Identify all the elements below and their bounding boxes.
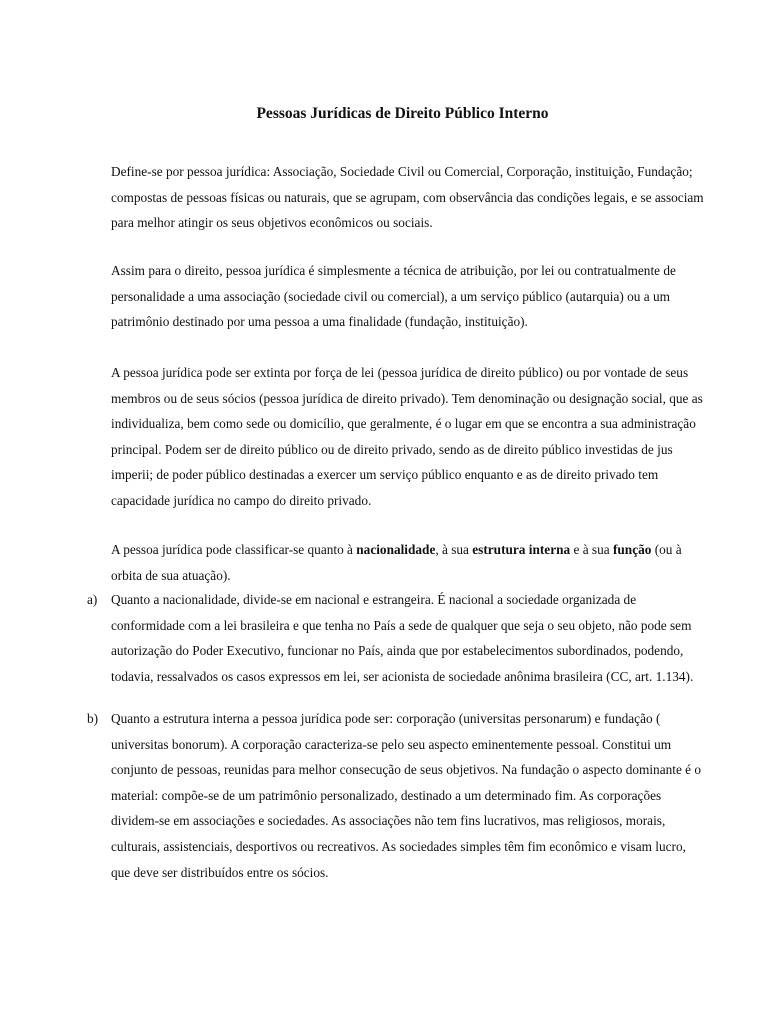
paragraph-classification <box>111 537 706 588</box>
classification-text-1: A pessoa jurídica pode classificar-se quanto à <box>111 542 357 557</box>
paragraph-technique: Assim para o direito, pessoa jurídica é simplesmente a técnica de atribuição, por lei ou contratualmente de personalidade a uma associação (sociedade civil ou comercial), a um serviço público (autarquia) ou a um patrimônio destinado por uma pessoa a uma finalidade (fundação, instituição). <box>111 263 676 330</box>
classification-text-4: (ou à orbita de sua atuação). <box>111 542 682 583</box>
paragraph-definition: Define-se por pessoa jurídica: Associação, Sociedade Civil ou Comercial, Corporação, instituição, Fundação; compostas de pessoas físicas ou naturais, que se agrupam, com observância das condições legais, e se associam para melhor atingir os seus objetivos econômicos ou sociais. <box>111 164 704 231</box>
classification-term-funcao: função <box>612 542 652 557</box>
classification-term-estrutura: estrutura interna <box>472 542 571 557</box>
list-item-estrutura: Quanto a estrutura interna a pessoa jurídica pode ser: corporação (universitas personarum) e fundação ( universitas bonorum). A corporação caracteriza-se pelo seu aspecto eminentemente pessoal. Constitui um conjunto de pessoas, reunidas para melhor consecução de seus objetivos. Na fundação o aspecto dominante é o material: compõe-se de um patrimônio personalizado, destinado a um determinado fim. As corporações dividem-se em associações e sociedades. As associações não tem fins lucrativos, mas religiosos, morais, culturais, assistenciais, desportivos ou recreativos. As sociedades simples têm fim econômico e visam lucro, que deve ser distribuídos entre os sócios. <box>111 711 702 880</box>
classification-text-3: e à sua <box>570 542 613 557</box>
classification-text-2: , à sua <box>435 542 473 557</box>
list-marker-a: a) <box>87 592 98 607</box>
document-title: Pessoas Jurídicas de Direito Público Interno <box>256 105 549 122</box>
list-marker-b: b) <box>87 711 99 726</box>
paragraph-extinction: A pessoa jurídica pode ser extinta por força de lei (pessoa jurídica de direito público) ou por vontade de seus membros ou de seus sócios (pessoa jurídica de direito privado). Tem denominação ou designação social, que as individualiza, bem como sede ou domicílio, que geralmente, é o lugar em que se encontra a sua administração principal. Podem ser de direito público ou de direito privado, sendo as de direito público investidas de jus imperii; de poder público destinadas a exercer um serviço público enquanto e as de direito privado tem capacidade jurídica no campo do direito privado. <box>111 365 703 508</box>
classification-term-nacionalidade: nacionalidade <box>356 542 436 557</box>
list-item-nacionalidade: Quanto a nacionalidade, divide-se em nacional e estrangeira. É nacional a sociedade organizada de conformidade com a lei brasileira e que tenha no País a sede de qualquer que seja o seu objeto, não pode sem autorização do Poder Executivo, funcionar no País, ainda que por estabelecimentos subordinados, podendo, todavia, ressalvados os casos expressos em lei, ser acionista de sociedade anônima brasileira (CC, art. 1.134). <box>111 592 694 684</box>
